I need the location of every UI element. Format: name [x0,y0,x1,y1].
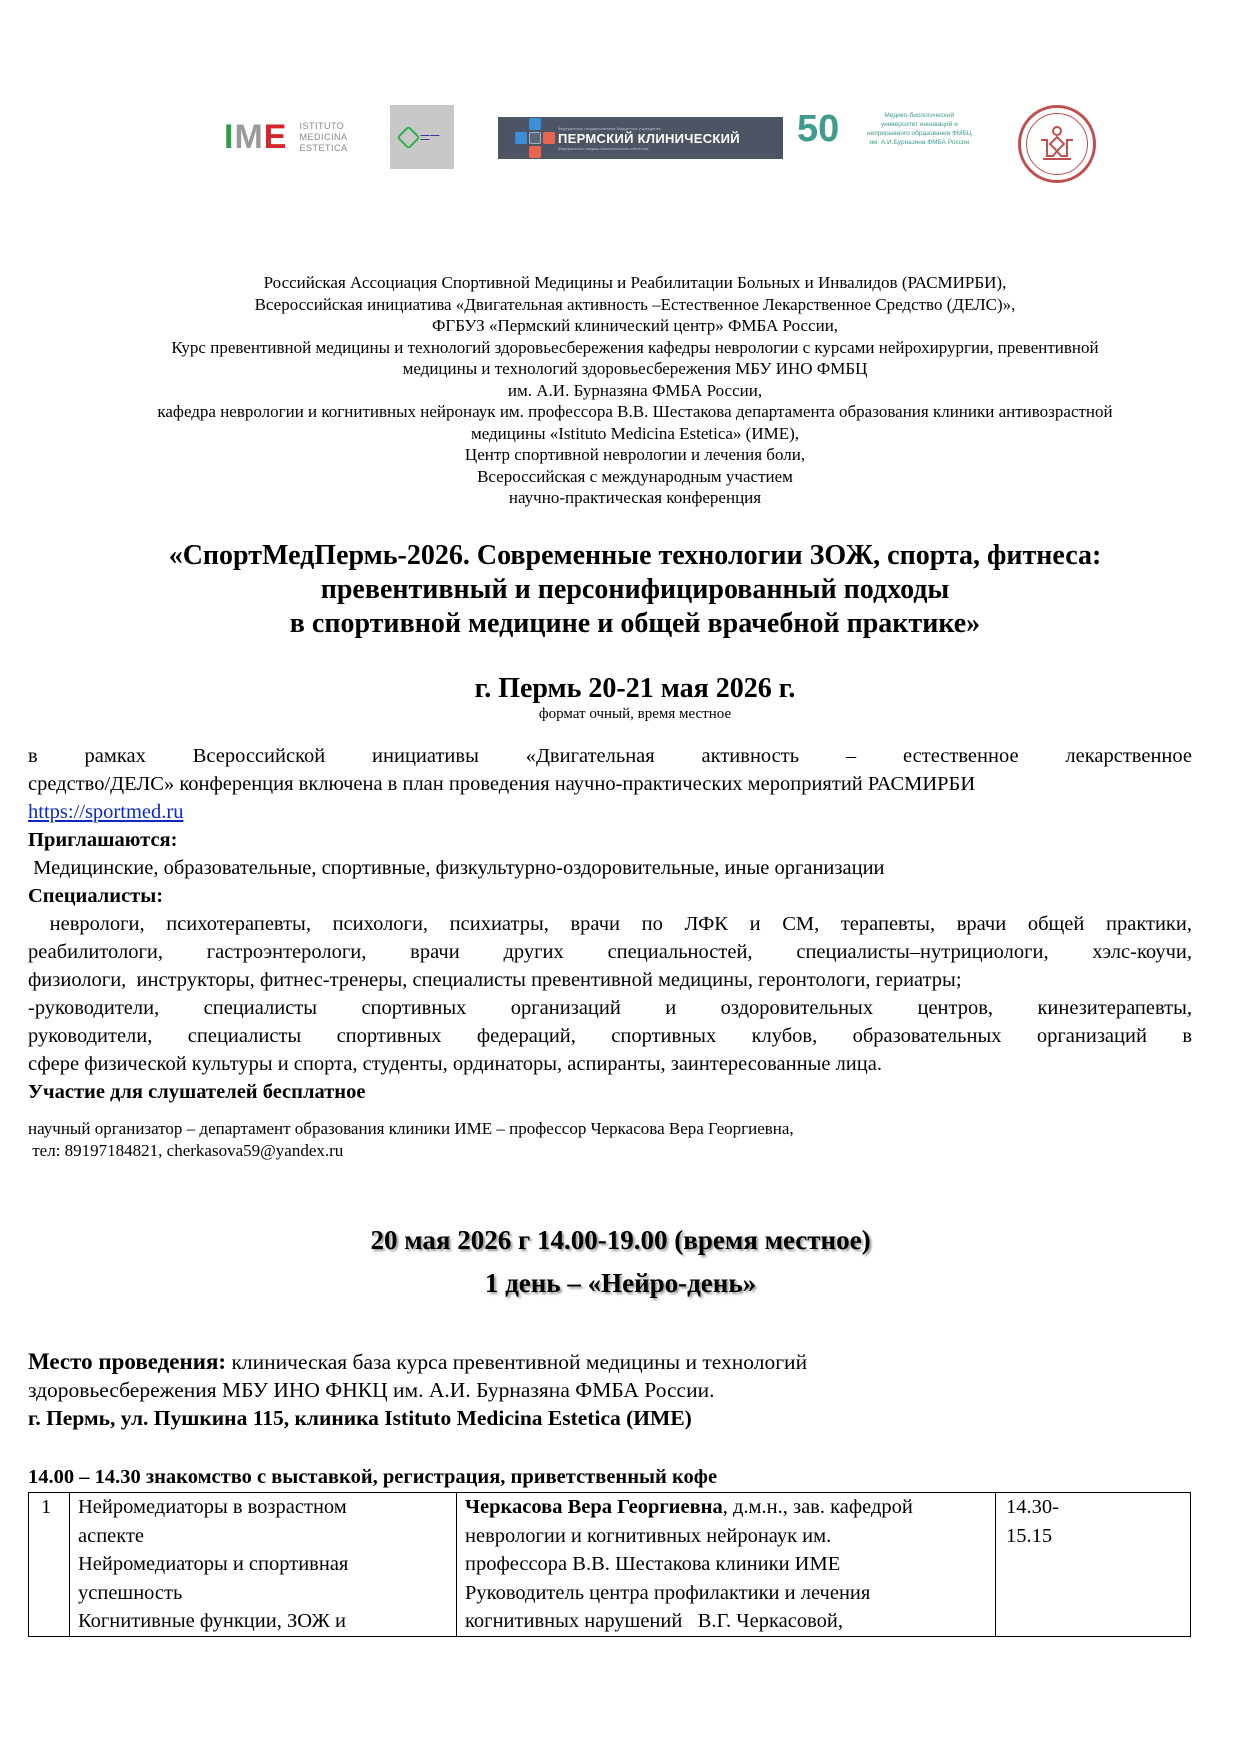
day1-date-heading: 20 мая 2026 г 14.00-19.00 (время местное) [370,1225,871,1255]
program-table [28,1492,1191,1637]
agenda-intro: 14.00 – 14.30 знакомство с выставкой, регистрация, приветственный кофе [28,1466,718,1488]
conference-title: «СпортМедПермь-2026. Современные технологии ЗОЖ, спорта, фитнеса: превентивный и персонифицированный подходы в спортивной медицине и общей врачебной практике» [168,540,1102,639]
participation-label: Участие для слушателей бесплатное [28,1081,366,1103]
ime-logo-mark: IME [224,118,288,156]
invited-section: Приглашаются: Медицинские, образовательные, спортивные, физкультурно-оздоровительные, иные организации Специалисты: неврологи, психотерапевты, психологи, психиатры, врачи по ЛФК и СМ, терапевты, врачи общей практики, реабилитологи, гастроэнтерологи, врачи других специальностей, специалисты–нутрициологи, хэлс-коучи, физиологи, инструкторы, фитнес-тренеры, специалисты превентивной медицины, геронтологи, гериатры; -руководители, специалисты спортивных организаций и оздоровительных центров, кинезитерапевты, руководители, специалисты спортивных федераций, спортивных клубов, образовательных организаций в сфере физической культуры и спорта, студенты, ординаторы, аспиранты, заинтересованные лица. Участие для слушателей бесплатное [28,826,1192,1106]
table-row [29,1493,1191,1637]
sportmed-link[interactable]: https://sportmed.ru [28,801,184,823]
organizer-line: медицины и технологий здоровьесбережения МБУ ИНО ФМБЦ [402,359,868,378]
organizer-line: им. А.И. Бурназяна ФМБА России, [507,380,763,400]
perm-clinical-center-logo: Федеральное государственное бюджетное учреждение ПЕРМСКИЙ КЛИНИЧЕСКИЙ Федерального медико-биологического агентства [498,117,783,159]
organizer-line: медицины «Istituto Medicina Estetica» (ИМЕ), [470,423,800,443]
seal-emblem-icon [1026,113,1088,175]
organizer-line: Всероссийская инициатива «Двигательная активность –Естественное Лекарственное Средство (ДЕЛС)», [254,294,1016,314]
organizers-list [40,272,1230,509]
conference-format: формат очный, время местное [538,706,732,722]
organizer-line: кафедра неврологии и когнитивных нейронаук им. профессора В.В. Шестакова департамента образования клиники антивозрастной [157,402,1113,421]
partner-logos [0,100,1241,190]
ime-logo-words: ISTITUTO MEDICINA ESTETICA [299,120,348,153]
medical-cross-icon [512,118,558,158]
day1-title-heading: 1 день – «Нейро-день» [484,1268,757,1298]
partner-logo-gray: ▬▬▬ ▬▬▬ ▬▬▬ [390,105,454,169]
ime-logo [224,120,347,154]
mbu-50-logo: 50 Медико-биологический университет инноваций и непрерывного образования ФМБЦ им. А.И.Бурназяна ФМБА России [797,108,972,150]
organizer-line: Российская Ассоциация Спортивной Медицины и Реабилитации Больных и Инвалидов (РАСМИРБИ), [263,273,1007,292]
conference-place-date: г. Пермь 20-21 мая 2026 г. [474,673,796,704]
speaker-info: Черкасова Вера Георгиевна, д.м.н., зав. кафедрой неврологии и когнитивных нейронаук им. профессора В.В. Шестакова клиники ИМЕ Руководитель центра профилактики и лечения когнитивных нарушений В.Г. Черкасовой, [457,1493,996,1637]
organizer-line: научно-практическая конференция [508,488,762,507]
venue-address: г. Пермь, ул. Пушкина 115, клиника Istituto Medicina Estetica (ИМЕ) [28,1406,692,1430]
figure-emblem-icon [1037,124,1077,164]
organizer-line: Курс превентивной медицины и технологий здоровьесбережения кафедры неврологии с курсами нейрохирургии, превентивной [171,337,1099,357]
talk-topic: Нейромедиаторы в возрастном аспекте Нейромедиаторы и спортивная успешность Когнитивные функции, ЗОЖ и [70,1493,457,1637]
venue-section: Место проведения: клиническая база курса превентивной медицины и технологий здоровьесбережения МБУ ИНО ФНКЦ им. А.И. Бурназяна ФМБА России. г. Пермь, ул. Пушкина 115, клиника Istituto Medicina Estetica (ИМЕ) [28,1348,1192,1432]
diamond-ring-icon [396,125,420,149]
organizer-line: Центр спортивной неврологии и лечения боли, [464,445,806,464]
venue-label: Место проведения: [28,1349,227,1374]
intro-paragraph: в рамках Всероссийской инициативы «Двигательная активность – естественное лекарственное средство/ДЕЛС» конференция включена в план проведения научно-практических мероприятий РАСМИРБИ https://sportmed.ru [28,745,1192,823]
organizer-contacts: научный организатор – департамент образования клиники ИМЕ – профессор Черкасова Вера Георгиевна, тел: 89197184821, cherkasova59@yandex.ru [28,1119,794,1160]
talk-time: 14.30- 15.15 [996,1493,1191,1637]
red-seal-logo [1018,105,1096,183]
organizer-line: ФГБУЗ «Пермский клинический центр» ФМБА России, [431,316,839,335]
row-number: 1 [29,1493,70,1637]
speaker-name: Черкасова Вера Георгиевна [465,1496,723,1518]
invited-label: Приглашаются: [28,829,178,851]
organizer-line: Всероссийская с международным участием [477,466,793,486]
specialists-label: Специалисты: [28,885,164,907]
